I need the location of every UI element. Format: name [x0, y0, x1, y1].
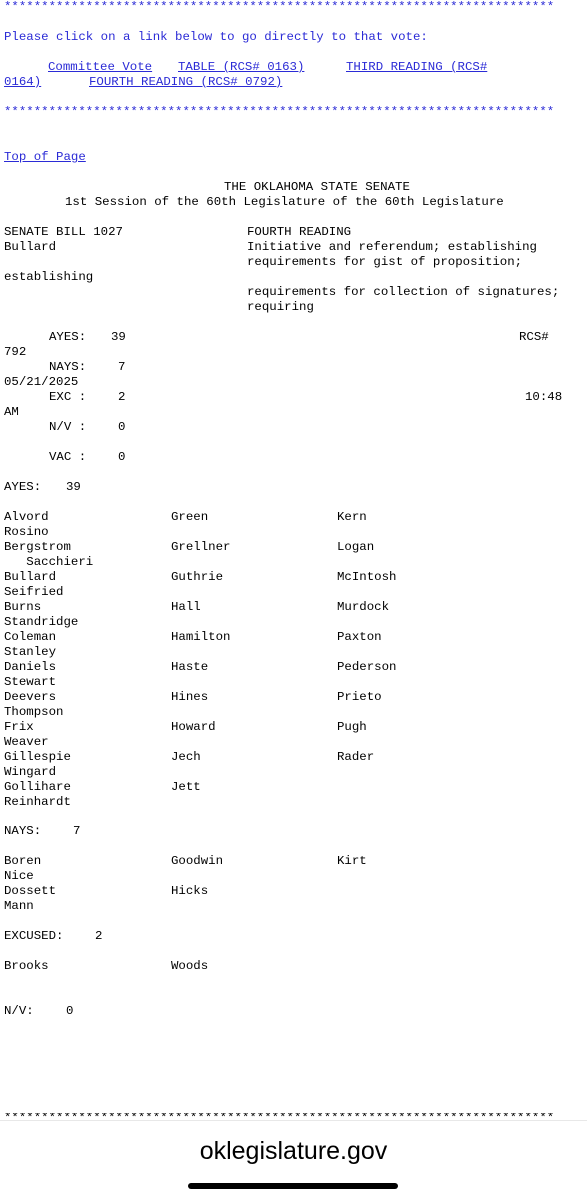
senator-name: Prieto — [337, 690, 382, 704]
senator-name: Goodwin — [171, 854, 224, 868]
senator-name: Reinhardt — [4, 795, 71, 809]
intro-text: Please click on a link below to go directly to that vote: — [4, 30, 428, 44]
rcs-number: 792 — [4, 345, 27, 359]
top-separator: ************************************************************************** — [4, 0, 555, 14]
vote-date: 05/21/2025 — [4, 375, 79, 389]
senator-name: Brooks — [4, 959, 49, 973]
senator-name: Rosino — [4, 525, 49, 539]
tally-nv-count: 0 — [118, 420, 126, 434]
bill-desc-1: Initiative and referendum; establishing — [247, 240, 537, 254]
third-link-wrap — [346, 60, 487, 75]
senator-name: Daniels — [4, 660, 57, 674]
third-reading-link-cont[interactable]: 0164) — [4, 75, 42, 89]
ayes-section-count: 39 — [66, 480, 81, 494]
senator-name: Hines — [171, 690, 209, 704]
nv-section-label: N/V: — [4, 1004, 34, 1018]
session-title: 1st Session of the 60th Legislature of the 60th Legislature — [65, 195, 504, 209]
third-link-wrap-2 — [4, 75, 41, 90]
senator-name: Deevers — [4, 690, 57, 704]
senator-name: Thompson — [4, 705, 64, 719]
senator-name: Nice — [4, 869, 34, 883]
senator-name: Hamilton — [171, 630, 231, 644]
senator-name: Hall — [171, 600, 201, 614]
url-domain[interactable]: oklegislature.gov — [199, 1137, 388, 1165]
senator-name: Pederson — [337, 660, 397, 674]
rcs-label: RCS# — [519, 330, 549, 344]
senator-name: Haste — [171, 660, 209, 674]
vote-time: 10:48 — [525, 390, 563, 404]
senator-name: Boren — [4, 854, 42, 868]
senator-name: Wingard — [4, 765, 57, 779]
excused-section-count: 2 — [95, 929, 103, 943]
bill-number: SENATE BILL 1027 — [4, 225, 123, 239]
senator-name: Bullard — [4, 570, 57, 584]
table-vote-link[interactable]: TABLE (RCS# 0163) — [178, 60, 305, 74]
senator-name: Seifried — [4, 585, 64, 599]
senator-name: Logan — [337, 540, 375, 554]
senator-name: McIntosh — [337, 570, 397, 584]
senator-name: Alvord — [4, 510, 49, 524]
vote-link-row-1 — [48, 60, 152, 75]
senator-name: Green — [171, 510, 209, 524]
senator-name: Howard — [171, 720, 216, 734]
fourth-reading-link[interactable]: FOURTH READING (RCS# 0792) — [89, 75, 283, 89]
nays-section-count: 7 — [73, 824, 81, 838]
senator-name: Standridge — [4, 615, 79, 629]
senator-name: Jech — [171, 750, 201, 764]
home-indicator[interactable] — [188, 1183, 398, 1189]
committee-vote-link[interactable]: Committee Vote — [48, 60, 153, 74]
tally-nays-label: NAYS: — [49, 360, 87, 374]
senator-name: Gillespie — [4, 750, 71, 764]
senator-name: Sacchieri — [4, 555, 94, 569]
bill-desc-wrap: establishing — [4, 270, 94, 284]
senator-name: Stewart — [4, 675, 57, 689]
senator-name: Dossett — [4, 884, 57, 898]
senator-name: Rader — [337, 750, 375, 764]
senator-name: Stanley — [4, 645, 57, 659]
senator-name: Frix — [4, 720, 34, 734]
mid-separator: ************************************************************************** — [4, 105, 555, 119]
tally-nays-count: 7 — [118, 360, 126, 374]
senator-name: Weaver — [4, 735, 49, 749]
senator-name: Gollihare — [4, 780, 71, 794]
vote-ampm: AM — [4, 405, 19, 419]
senator-name: Pugh — [337, 720, 367, 734]
senator-name: Mann — [4, 899, 34, 913]
tally-exc-label: EXC : — [49, 390, 87, 404]
bill-desc-3: requirements for collection of signatures; — [247, 285, 560, 299]
excused-section-label: EXCUSED: — [4, 929, 64, 943]
bill-desc-2: requirements for gist of proposition; — [247, 255, 523, 269]
top-link-wrap — [4, 150, 86, 165]
senator-name: Burns — [4, 600, 42, 614]
senator-name: Grellner — [171, 540, 231, 554]
third-reading-link[interactable]: THIRD READING (RCS# — [346, 60, 488, 74]
table-link-wrap — [178, 60, 304, 75]
bill-desc-4: requiring — [247, 300, 314, 314]
top-of-page-link[interactable]: Top of Page — [4, 150, 86, 164]
senator-name: Bergstrom — [4, 540, 71, 554]
senator-name: Kern — [337, 510, 367, 524]
tally-ayes-label: AYES: — [49, 330, 87, 344]
senator-name: Murdock — [337, 600, 390, 614]
senator-name: Coleman — [4, 630, 57, 644]
browser-address-bar[interactable] — [0, 1120, 587, 1201]
senator-name: Hicks — [171, 884, 209, 898]
senator-name: Jett — [171, 780, 201, 794]
bottom-separator: ************************************************************************** — [4, 1113, 555, 1120]
senator-name: Woods — [171, 959, 209, 973]
senator-name: Guthrie — [171, 570, 224, 584]
tally-ayes-count: 39 — [111, 330, 126, 344]
bill-author: Bullard — [4, 240, 57, 254]
fourth-link-wrap — [89, 75, 282, 90]
tally-exc-count: 2 — [118, 390, 126, 404]
senate-title: THE OKLAHOMA STATE SENATE — [224, 180, 410, 194]
tally-nv-label: N/V : — [49, 420, 87, 434]
tally-vac-label: VAC : — [49, 450, 87, 464]
tally-vac-count: 0 — [118, 450, 126, 464]
senator-name: Kirt — [337, 854, 367, 868]
nv-section-count: 0 — [66, 1004, 74, 1018]
ayes-section-label: AYES: — [4, 480, 42, 494]
nays-section-label: NAYS: — [4, 824, 42, 838]
reading-label: FOURTH READING — [247, 225, 352, 239]
senator-name: Paxton — [337, 630, 382, 644]
